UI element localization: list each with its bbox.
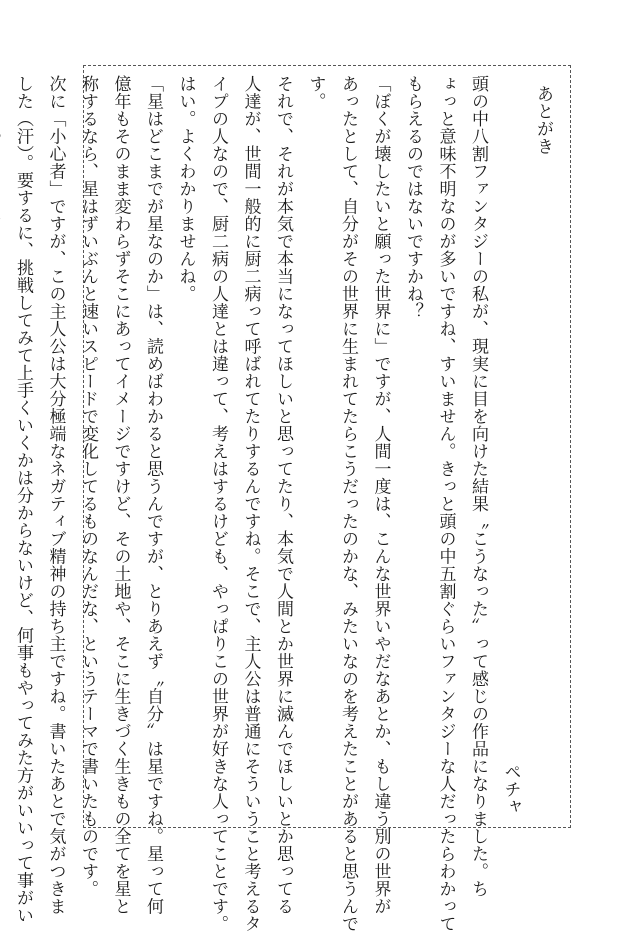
afterword-body (13, 75, 559, 933)
text-line: 「星はどこまでが星なのか」は、読めばわかると思うんですが、とりあえず〝自分〟は星ですね。星って何 (143, 75, 163, 915)
text-line: した（汗）。要するに、挑戦してみて上手くいくかは分からないけど、何事もやってみた方がいいって事がい (13, 75, 33, 924)
text-line: 次に「小心者」ですが、この主人公は大分極端なネガティブ精神の持ち主ですね。書いたあとで気がつきま (45, 75, 66, 915)
afterword-title: あとがき (533, 85, 553, 155)
text-line: 頭の中八割ファンタジーの私が、現実に目を向けた結果〝こうなった〟って感じの作品になりました。ち (468, 75, 488, 898)
text-line: あったとして、自分がその世界に生まれてたらこうだったのかな、みたいなのを考えたことがあると思うんで (338, 75, 358, 933)
author-name: ペチャ (500, 762, 521, 815)
text-line: はい。よくわかりませんね。 (175, 75, 196, 303)
text-line: 人達が、世間一般的に厨二病って呼ばれてたりするんですね。そこで、主人公は普通にそういうこと考えるタ (240, 75, 261, 933)
text-line: ょっと意味不明なのが多いですね、すいません。きっと頭の中五割ぐらいファンタジーな人だったらわかって (435, 75, 456, 933)
text-line: それで、それが本気で本当になってほしいと思ってたり、本気で人間とか世界に滅んでほしいとか思ってる (273, 75, 293, 915)
text-line: 称するなら、星はずいぶんと速いスピードで変化してるものなんだな、というテーマで書いたものです。 (78, 75, 98, 898)
text-line: 億年もそのまま変わらずそこにあってイメージですけど、その土地や、そこに生きづく生きもの全てを星と (110, 75, 131, 915)
text-line: もらえるのではないですかね？ (403, 75, 423, 320)
text-line (0, 75, 7, 815)
text-line: イプの人なので、厨二病の人達とは違って、考えはするけども、やっぱりこの世界が好きな人ってことです。 (208, 75, 228, 933)
text-line: 「ぼくが壊したいと願った世界に」ですが、人間一度は、こんな世界いやだなあとか、もし違う別の世界が (370, 75, 391, 915)
text-line: す。 (305, 75, 326, 110)
